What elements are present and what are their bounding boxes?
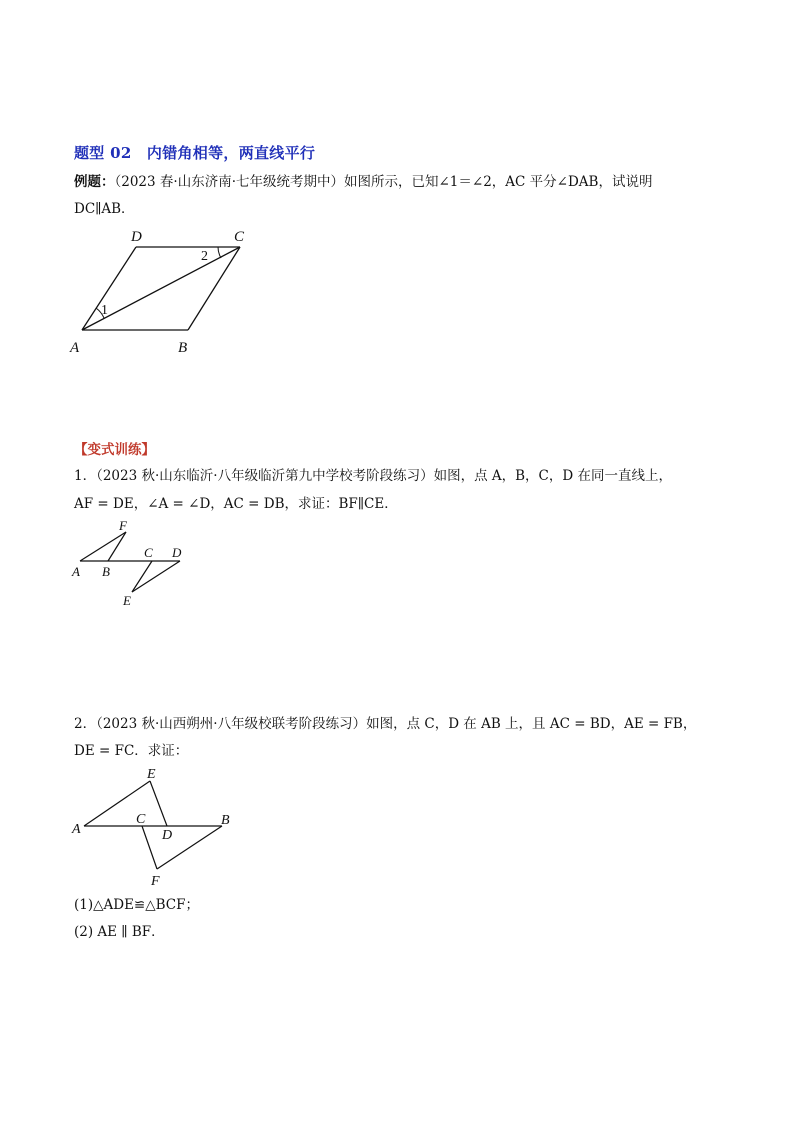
example-line-2: DC∥AB． [74,201,135,217]
problem1-figure [68,514,198,614]
label-e: E [147,767,156,782]
angle-2-label: 2 [201,249,208,264]
example-text-1: （2023 春·山东济南·七年级统考期中）如图所示，已知∠1＝∠2，AC 平分∠DAB，试说明 [114,174,653,190]
problem1-line-2: AF = DE，∠A = ∠D，AC = DB，求证：BF∥CE． [74,496,398,512]
label-d: D [172,545,182,560]
example-figure [60,222,290,362]
section-heading: 题型 02 内错角相等，两直线平行 [74,144,316,162]
edge-bc [188,247,240,330]
segment-ed [150,781,167,826]
problem2-part-1: (1)△ADE≌△BCF； [74,897,199,913]
segment-ed [132,561,180,592]
label-f: F [119,518,127,533]
label-a: A [72,822,81,837]
segment-af [80,532,126,561]
label-b: B [102,564,110,579]
problem2-part-2: (2) AE ∥ BF． [74,924,165,940]
label-c: C [144,545,153,560]
segment-cf [142,826,157,869]
label-c: C [234,229,245,245]
example-line-1 [74,172,652,192]
variant-label: 【变式训练】 [74,442,155,458]
problem1-line-1: 1．（2023 秋·山东临沂·八年级临沂第九中学校考阶段练习）如图，点 A，B，C，D 在同一直线上， [74,468,672,484]
angle-1-label: 1 [101,303,108,318]
problem2-figure [66,762,246,890]
problem2-line-2: DE = FC．求证： [74,743,189,759]
segment-fb [108,532,126,561]
segment-ce [132,561,152,592]
label-b: B [221,813,230,828]
edge-da [82,247,136,330]
label-a: A [70,340,80,356]
label-c: C [136,812,146,827]
label-f: F [151,874,160,889]
label-a: A [72,564,80,579]
label-b: B [178,340,188,356]
angle-2-arc [218,247,221,258]
label-d: D [131,229,142,245]
label-e: E [123,593,131,608]
label-d: D [162,828,173,843]
example-label: 例题： [74,174,115,190]
problem2-line-1: 2．（2023 秋·山西朔州·八年级校联考阶段练习）如图，点 C，D 在 AB 上，且 AC = BD，AE = FB， [74,716,697,732]
